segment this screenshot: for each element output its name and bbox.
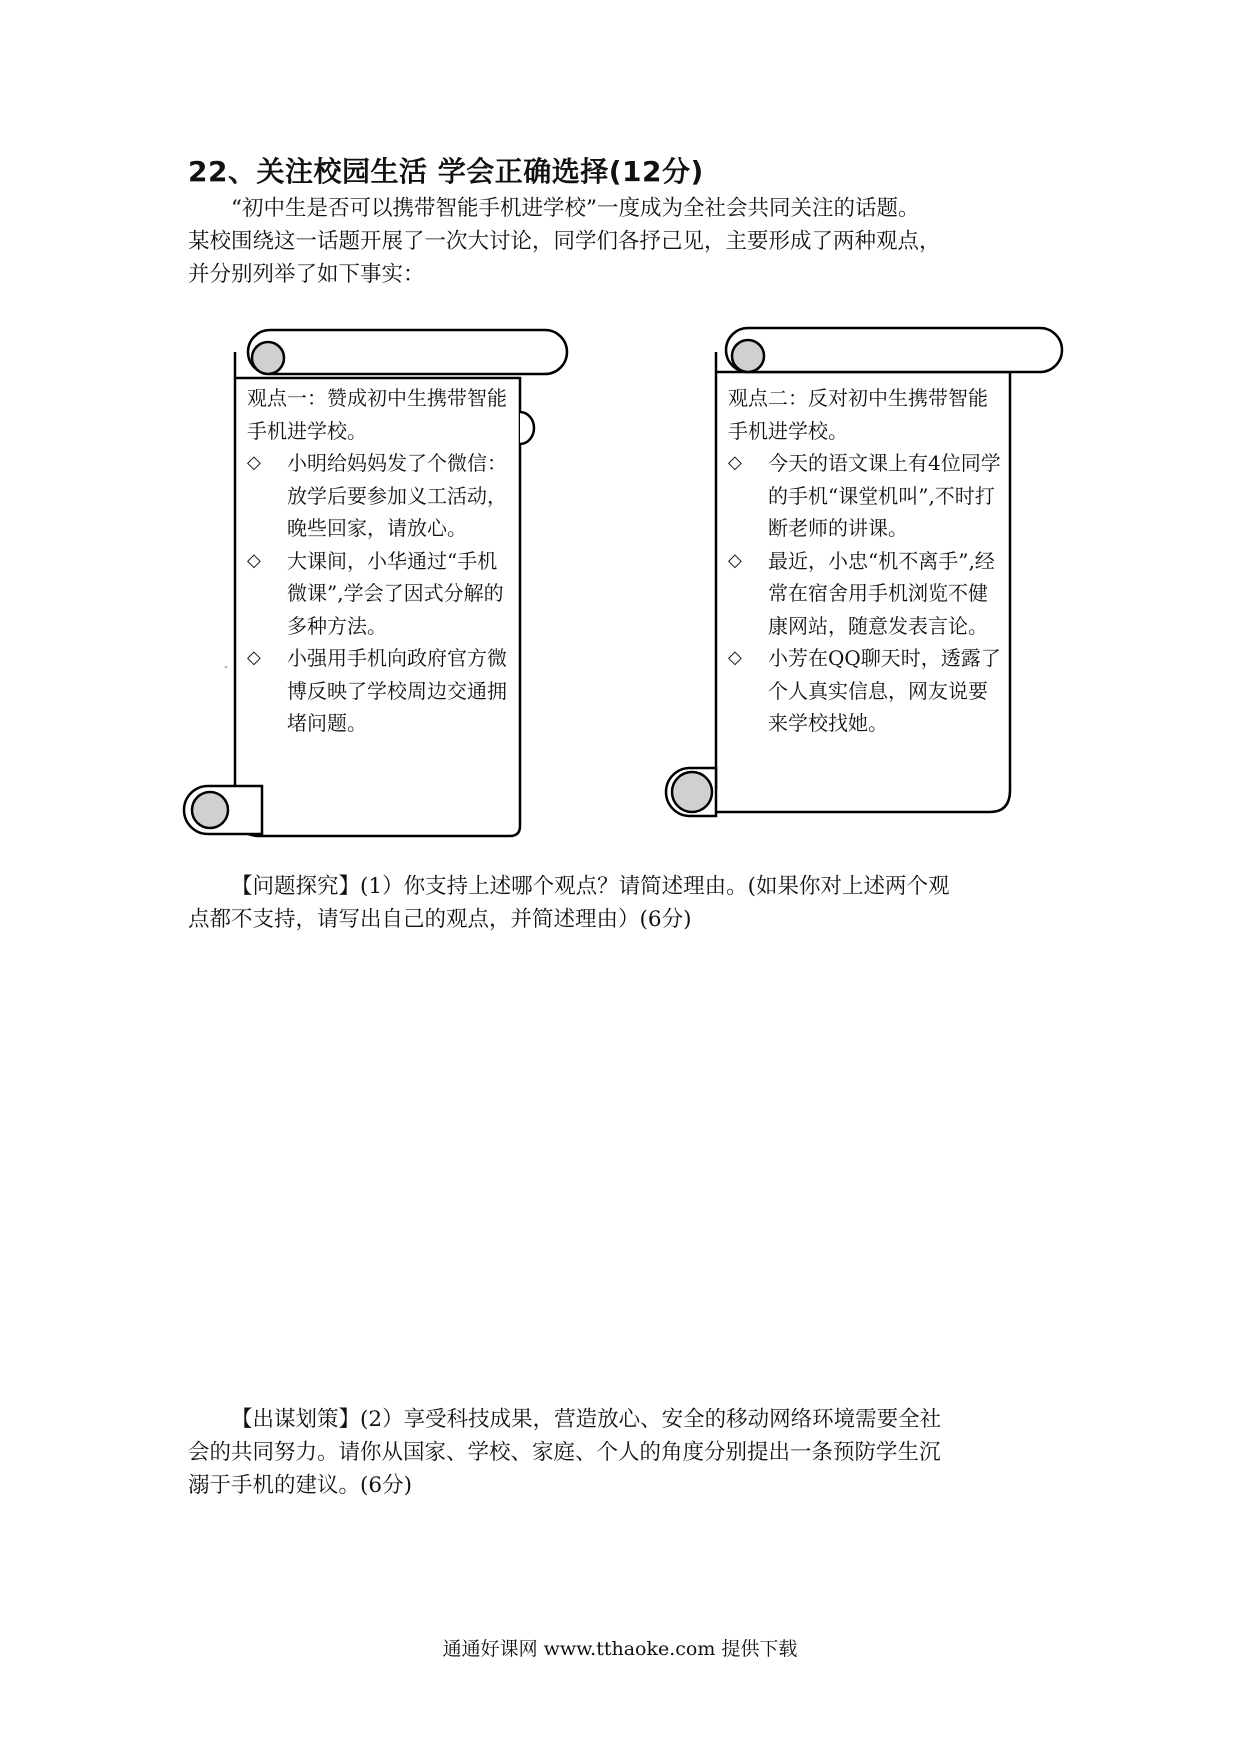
footer-source: 通通好课网 www.tthaoke.com 提供下载 [442, 1638, 798, 1660]
viewpoint-one-list [247, 447, 509, 740]
scroll-one-side-bump [520, 412, 534, 444]
list-item [247, 545, 509, 643]
viewpoint-two-list [728, 447, 1002, 740]
list-item-text: 今天的语文课上有4位同学的手机“课堂机叫”,不时打断老师的讲课。 [768, 451, 1001, 540]
list-item-text: 大课间，小华通过“手机微课”,学会了因式分解的多种方法。 [287, 548, 504, 638]
list-item [247, 447, 509, 545]
diamond-bullet-icon: ◇ [247, 647, 261, 668]
viewpoint-two-head: 观点二：反对初中生携带智能手机进学校。 [728, 386, 988, 443]
scroll-one-top-roll [248, 330, 567, 374]
question-title: 22、关注校园生活 学会正确选择(12分) [188, 155, 704, 188]
part1-line-2: 点都不支持，请写出自己的观点，并简述理由）(6分) [188, 907, 692, 932]
viewpoint-two-box [728, 382, 1002, 740]
scroll-two-bottom-curl [672, 772, 712, 812]
list-item [728, 545, 1002, 643]
list-item-text: 小明给妈妈发了个微信：放学后要参加义工活动，晚些回家，请放心。 [287, 451, 507, 540]
list-item-text: 小强用手机向政府官方微博反映了学校周边交通拥堵问题。 [287, 646, 507, 735]
diamond-bullet-icon: ◇ [247, 549, 261, 571]
scroll-two-top-curl [732, 340, 764, 372]
part1-question [188, 870, 1063, 936]
scroll-two-top-roll [726, 328, 1062, 372]
part2-line-3: 溺于手机的建议。(6分) [188, 1473, 412, 1498]
part2-question [188, 1403, 1063, 1502]
list-item-text: 最近，小忠“机不离手”,经常在宿舍用手机浏览不健康网站，随意发表言论。 [768, 548, 995, 638]
scroll-one-bottom-curl [192, 792, 228, 828]
diamond-bullet-icon: ◇ [728, 452, 742, 473]
viewpoint-one-head: 观点一：赞成初中生携带智能手机进学校。 [247, 386, 507, 443]
diamond-bullet-icon: ◇ [728, 549, 742, 571]
scroll-one-top-curl [252, 342, 284, 374]
stray-mark: " [224, 665, 228, 674]
viewpoint-one-box [247, 382, 509, 740]
list-item [728, 447, 1002, 545]
list-item [728, 642, 1002, 740]
diamond-bullet-icon: ◇ [247, 452, 261, 473]
intro-line-1: “初中生是否可以携带智能手机进学校”一度成为全社会共同关注的话题。 [231, 196, 920, 221]
diamond-bullet-icon: ◇ [728, 647, 742, 668]
part1-line-1: 【问题探究】(1）你支持上述哪个观点？请简述理由。(如果你对上述两个观 [231, 874, 950, 899]
list-item-text: 小芳在QQ聊天时，透露了个人真实信息，网友说要来学校找她。 [768, 646, 1001, 735]
part2-line-1: 【出谋划策】(2）享受科技成果，营造放心、安全的移动网络环境需要全社 [231, 1407, 942, 1432]
intro-line-3: 并分别列举了如下事实： [188, 262, 425, 287]
intro-line-2: 某校围绕这一话题开展了一次大讨论，同学们各抒己见，主要形成了两种观点， [188, 229, 941, 254]
list-item [247, 642, 509, 740]
part2-line-2: 会的共同努力。请你从国家、学校、家庭、个人的角度分别提出一条预防学生沉 [188, 1440, 941, 1465]
